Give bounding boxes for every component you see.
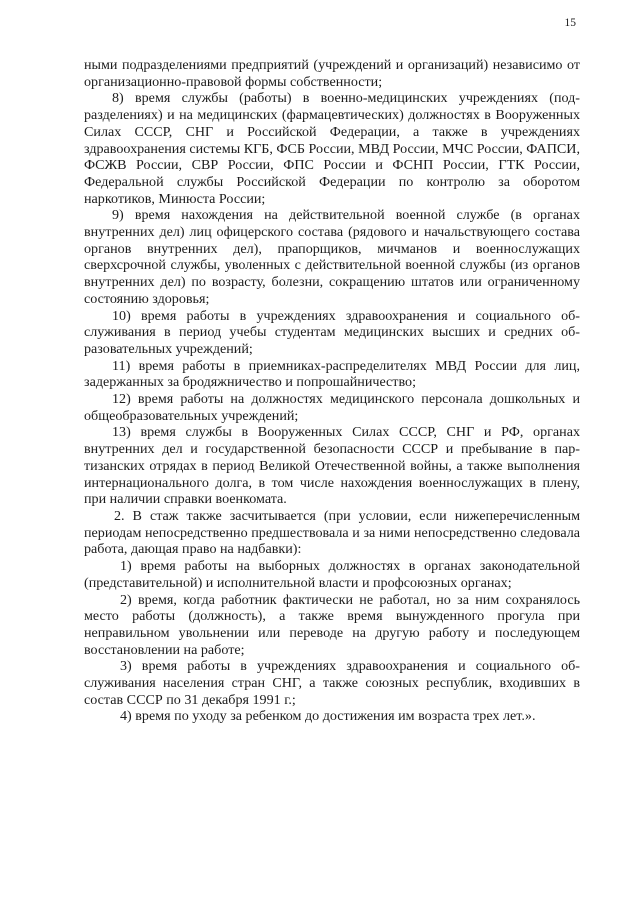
list-item-13: 13) время службы в Вооруженных Силах СССР, СНГ и РФ, органах внутренних дел и государственной безопасности СССР и пребывание в партизанских отрядах в период Великой Отечественной войны, а также выполнения интернационального долга, в том числе нахождения военнослужащих в плену, при наличии справки военкомата. (84, 424, 580, 508)
list-item-9: 9) время нахождения на действительной военной службе (в органах внутренних дел) лиц офицерского состава (рядового и начальствующего состава органов внутренних дел), прапорщиков, мичманов и военнослужащих сверхсрочной службы, уволенных с действительной военной службы (из органов внутренних дел) по возрасту, болезни, сокращению штатов или ограниченному состоянию здоровья; (84, 207, 580, 307)
page-number: 15 (564, 17, 576, 29)
section-2-intro: 2. В стаж также засчитывается (при условии, если нижеперечисленным периодам непосредственно предшествовала и за ними непосредственно следовала работа, дающая право на надбавки): (84, 507, 580, 558)
document-body (84, 57, 580, 725)
list-item-12: 12) время работы на должностях медицинского персонала дошкольных и общеобразовательных учреждений; (84, 391, 580, 424)
section-2-item-4: 4) время по уходу за ребенком до достижения им возраста трех лет.». (120, 708, 536, 725)
paragraph-continuation: ными подразделениями предприятий (учреждений и организаций) независимо от организационно-правовой формы собственности; (84, 57, 580, 90)
section-2-item-1: 1) время работы на выборных должностях в органах законодательной (представительной) и исполнительной власти и профсоюзных органах; (84, 558, 580, 591)
section-2-item-2: 2) время, когда работник фактически не работал, но за ним сохранялось место работы (должность), а также время вынужденного прогула при неправильном увольнении или переводе на другую работу и последующем восстановлении на работе; (84, 591, 580, 658)
list-item-11: 11) время работы в приемниках-распределителях МВД России для лиц, задержанных за бродяжничество и попрошайничество; (84, 357, 580, 391)
section-2-item-3: 3) время работы в учреждениях здравоохранения и социального обслуживания населения стран СНГ, а также союзных республик, входивших в состав СССР по 31 декабря 1991 г.; (84, 658, 580, 708)
list-item-10: 10) время работы в учреждениях здравоохранения и социального обслуживания в период учебы студентам медицинских высших и средних образовательных учреждений; (84, 307, 580, 357)
list-item-8: 8) время службы (работы) в военно-медицинских учреждениях (подразделениях) и на медицинских (фармацевтических) должностях в Вооруженных Силах СССР, СНГ и Российской Федерации, а также в учреждениях здравоохранения системы КГБ, ФСБ России, МВД России, МЧС России, ФАПСИ, ФСЖВ России, СВР России, ФПС России и ФСНП России, ГТК России, Федеральной службы Российской Федерации по контролю за оборотом наркотиков, Минюста России; (84, 90, 580, 207)
